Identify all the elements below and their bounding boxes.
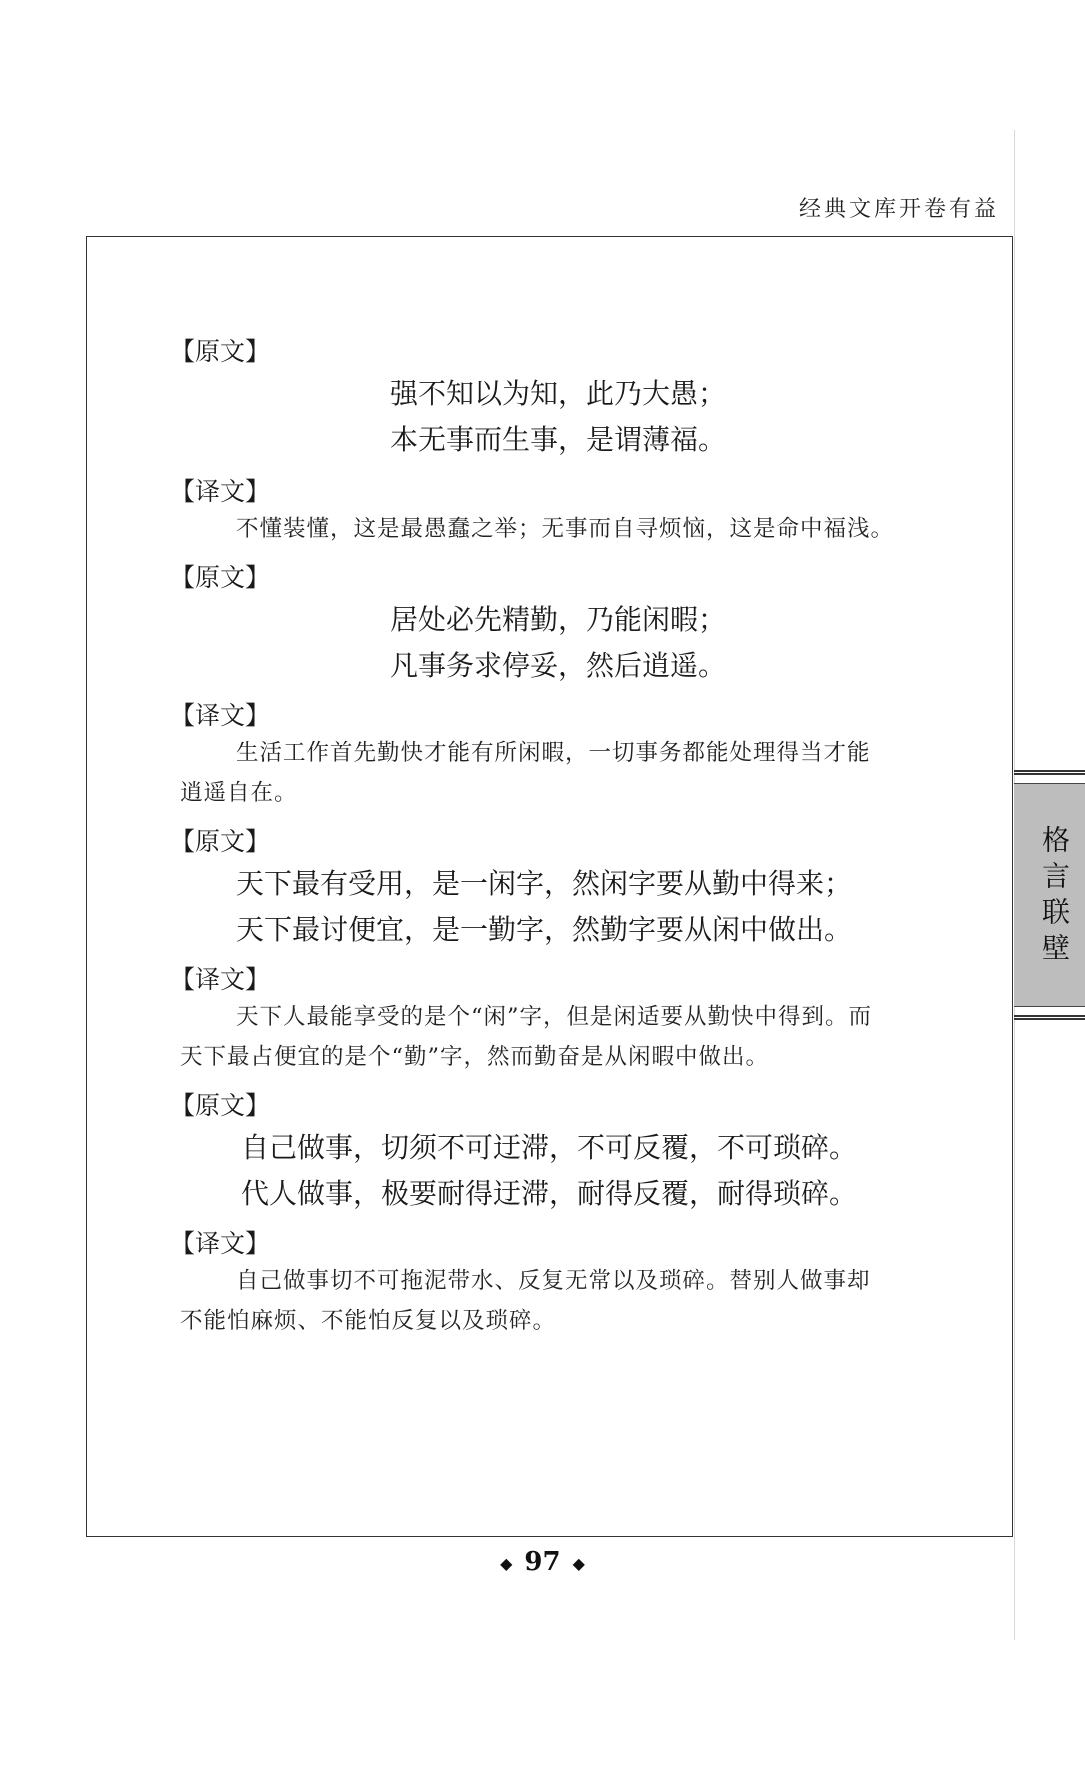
page-number-footer [0, 1547, 1085, 1577]
label-translation: 【译文】 [170, 965, 271, 994]
entry-4 [170, 1089, 943, 1341]
section-tab-label: 格言联壁 [1038, 825, 1071, 969]
translation-line: 不懂装懂，这是最愚蠢之举；无事而自寻烦恼，这是命中福浅。 [236, 516, 895, 542]
label-translation: 【译文】 [170, 1229, 271, 1258]
translation-line: 自己做事切不可拖泥带水、反复无常以及琐碎。替别人做事却 [236, 1268, 871, 1294]
original-line: 强不知以为知，此乃大愚； [390, 377, 727, 410]
original-line: 凡事务求停妥，然后逍遥。 [390, 649, 727, 682]
label-translation: 【译文】 [170, 701, 271, 730]
diamond-ornament-icon: ◆ [500, 1553, 513, 1573]
diamond-ornament-icon: ◆ [572, 1553, 585, 1573]
translation-line: 逍遥自在。 [180, 780, 298, 806]
original-line: 自己做事，切须不可迂滞，不可反覆，不可琐碎。 [241, 1131, 858, 1164]
translation-line: 天下最占便宜的是个“勤”字，然而勤奋是从闲暇中做出。 [180, 1044, 770, 1070]
original-line: 本无事而生事，是谓薄福。 [390, 423, 727, 456]
translation-line: 天下人最能享受的是个“闲”字，但是闲适要从勤快中得到。而 [236, 1004, 873, 1030]
entry-2 [170, 561, 943, 813]
page-content [170, 335, 943, 1341]
entry-3 [170, 825, 943, 1077]
section-thumb-tab [1014, 770, 1085, 1020]
entry-1 [170, 335, 943, 549]
label-original: 【原文】 [170, 827, 271, 856]
label-translation: 【译文】 [170, 477, 271, 506]
original-line: 居处必先精勤，乃能闲暇； [390, 603, 727, 636]
original-line: 天下最有受用，是一闲字，然闲字要从勤中得来； [236, 867, 853, 900]
page-number: 97 [524, 1547, 561, 1577]
label-original: 【原文】 [170, 337, 271, 366]
original-line: 代人做事，极要耐得迂滞，耐得反覆，耐得琐碎。 [241, 1177, 858, 1210]
original-line: 天下最讨便宜，是一勤字，然勤字要从闲中做出。 [236, 913, 853, 946]
translation-line: 生活工作首先勤快才能有所闲暇，一切事务都能处理得当才能 [236, 740, 871, 766]
label-original: 【原文】 [170, 563, 271, 592]
label-original: 【原文】 [170, 1091, 271, 1120]
translation-line: 不能怕麻烦、不能怕反复以及琐碎。 [180, 1308, 557, 1334]
running-head: 经典文库开卷有益 [798, 197, 999, 222]
